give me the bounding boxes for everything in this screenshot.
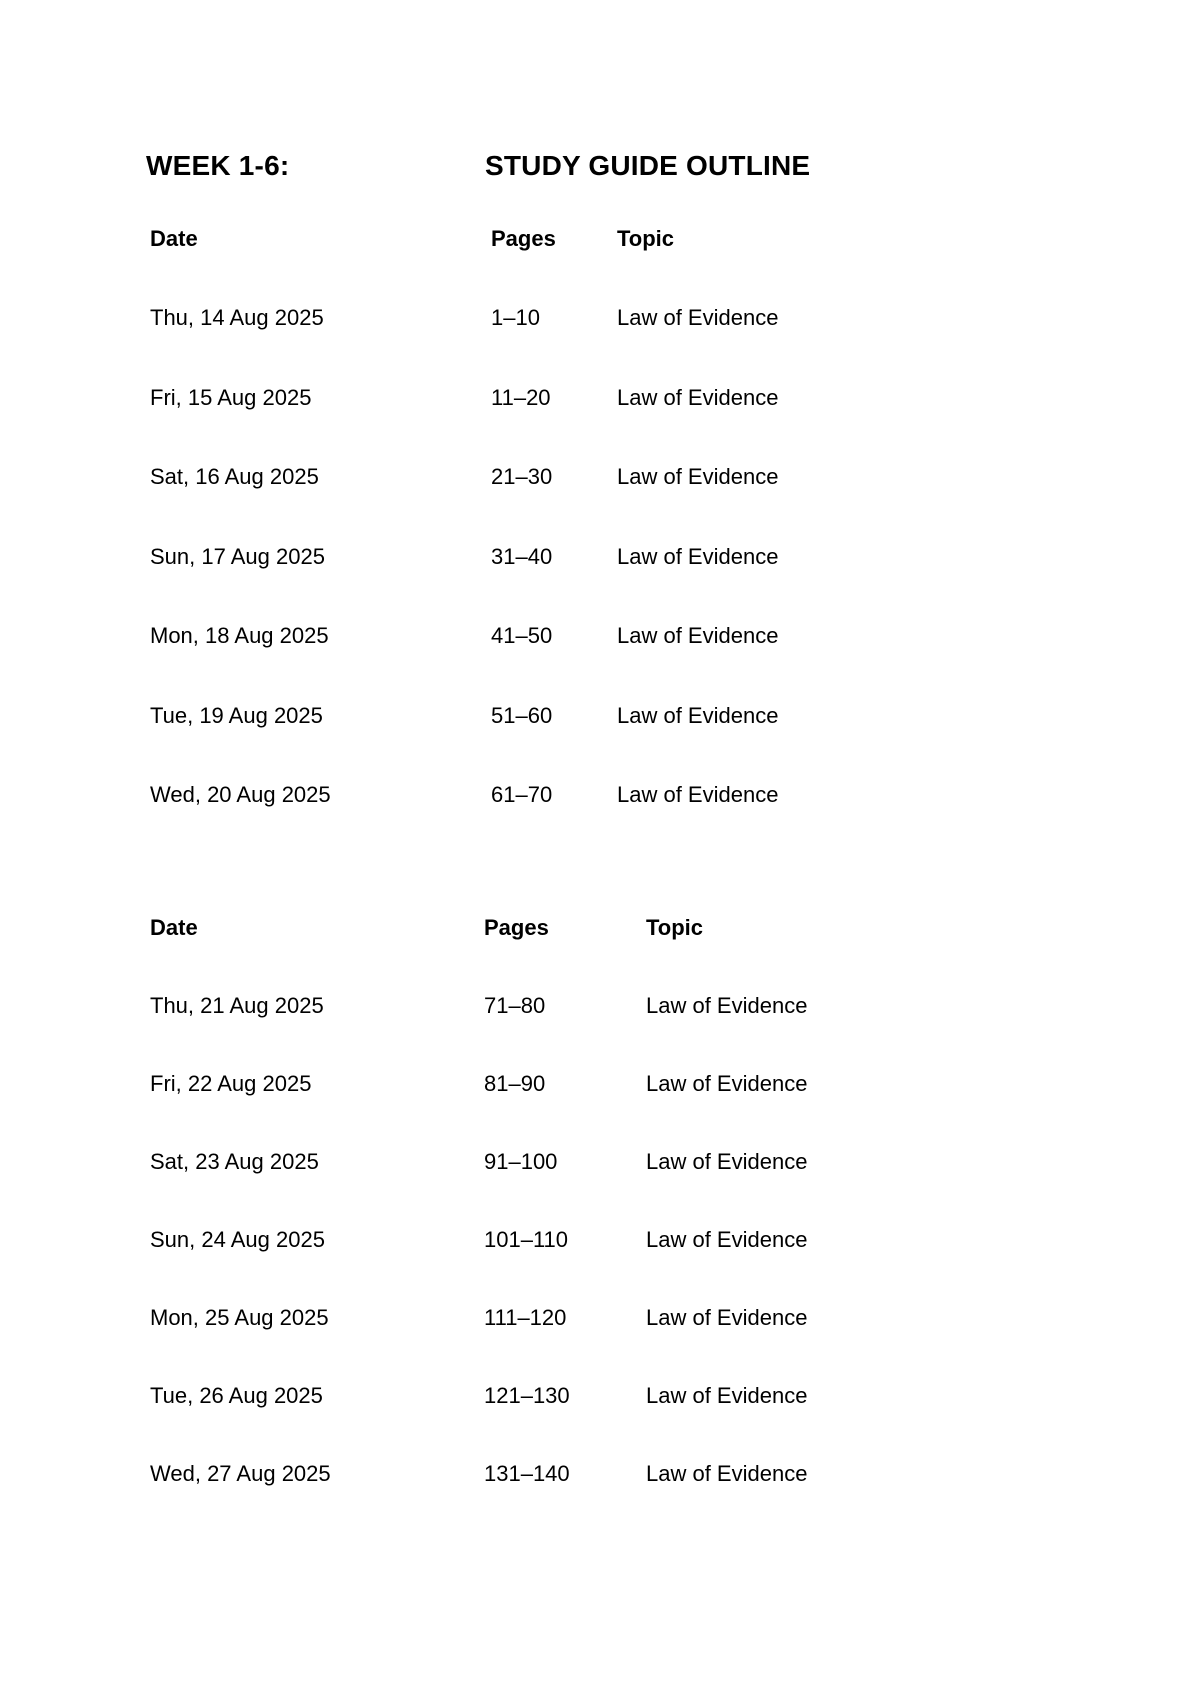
row-date: Wed, 20 Aug 2025	[150, 782, 331, 807]
row-date: Sun, 17 Aug 2025	[150, 543, 325, 569]
row-pages: 31–40	[491, 543, 553, 569]
row-pages: 61–70	[491, 782, 553, 807]
row-date: Thu, 14 Aug 2025	[150, 305, 324, 330]
row-topic: Law of Evidence	[617, 384, 779, 410]
row-pages: 71–80	[484, 993, 546, 1018]
row-date: Wed, 27 Aug 2025	[150, 1461, 331, 1486]
row-topic: Law of Evidence	[646, 1461, 808, 1486]
row-pages: 131–140	[484, 1461, 570, 1486]
row-topic: Law of Evidence	[617, 305, 779, 330]
row-topic: Law of Evidence	[617, 782, 779, 807]
column-header-topic: Topic	[617, 226, 675, 251]
column-header-pages: Pages	[484, 915, 549, 940]
row-topic: Law of Evidence	[646, 1305, 808, 1330]
column-header-date: Date	[150, 915, 198, 940]
row-date: Sat, 16 Aug 2025	[150, 464, 319, 489]
row-topic: Law of Evidence	[617, 464, 779, 489]
row-pages: 111–120	[484, 1305, 567, 1330]
column-header-date: Date	[150, 226, 198, 251]
column-header-pages: Pages	[491, 226, 556, 251]
row-pages: 91–100	[484, 1149, 558, 1174]
row-pages: 21–30	[491, 464, 553, 489]
row-date: Fri, 22 Aug 2025	[150, 1071, 312, 1096]
row-topic: Law of Evidence	[646, 1071, 808, 1096]
row-pages: 1–10	[491, 305, 540, 330]
row-date: Sun, 24 Aug 2025	[150, 1227, 325, 1252]
row-topic: Law of Evidence	[646, 1227, 808, 1252]
row-date: Thu, 21 Aug 2025	[150, 993, 324, 1018]
row-pages: 51–60	[491, 702, 553, 728]
row-topic: Law of Evidence	[617, 543, 779, 569]
row-date: Mon, 25 Aug 2025	[150, 1305, 329, 1330]
row-date: Sat, 23 Aug 2025	[150, 1149, 319, 1174]
row-date: Mon, 18 Aug 2025	[150, 623, 329, 648]
row-topic: Law of Evidence	[617, 623, 779, 648]
row-pages: 41–50	[491, 623, 553, 648]
row-topic: Law of Evidence	[646, 1149, 808, 1174]
row-date: Tue, 26 Aug 2025	[150, 1383, 323, 1408]
column-header-topic: Topic	[646, 915, 704, 940]
row-pages: 11–20	[491, 384, 551, 410]
row-topic: Law of Evidence	[646, 1383, 808, 1408]
row-pages: 101–110	[484, 1227, 569, 1252]
page-week-label: WEEK 1-6:	[146, 150, 290, 181]
row-pages: 81–90	[484, 1071, 546, 1096]
row-date: Tue, 19 Aug 2025	[150, 702, 323, 728]
row-topic: Law of Evidence	[617, 702, 779, 728]
page-title: STUDY GUIDE OUTLINE	[485, 150, 811, 181]
row-pages: 121–130	[484, 1383, 570, 1408]
row-date: Fri, 15 Aug 2025	[150, 384, 312, 410]
row-topic: Law of Evidence	[646, 993, 808, 1018]
